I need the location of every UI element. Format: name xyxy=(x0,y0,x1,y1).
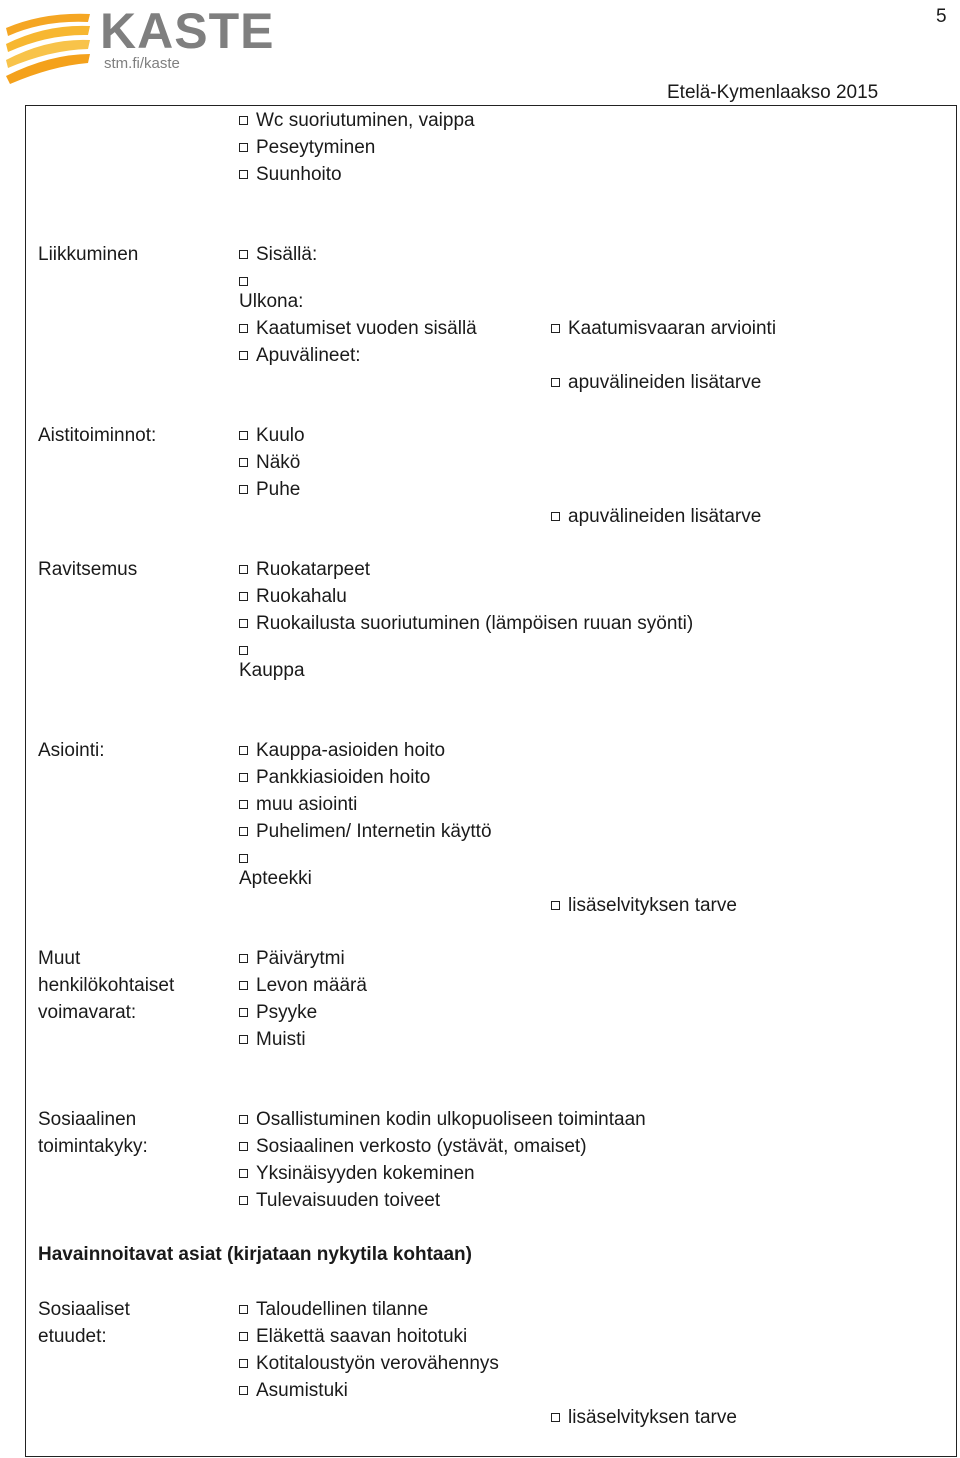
checkbox-icon[interactable] xyxy=(239,170,248,179)
checkbox-item[interactable]: Puhelimen/ Internetin käyttö xyxy=(239,821,492,843)
checkbox-item[interactable]: Sosiaalinen verkosto (ystävät, omaiset) xyxy=(239,1136,587,1158)
checkbox-icon[interactable] xyxy=(239,324,248,333)
logo-name: KASTE xyxy=(100,3,275,59)
checkbox-icon[interactable] xyxy=(239,485,248,494)
checkbox-item[interactable]: Ruokailusta suoriutuminen (lämpöisen ruuan syönti) xyxy=(239,613,693,635)
checkbox-icon[interactable] xyxy=(239,565,248,574)
section-label-voimavarat: Muut xyxy=(38,948,81,969)
checkbox-item[interactable]: Kauppa-asioiden hoito xyxy=(239,740,445,762)
section-heading: Havainnoitavat asiat (kirjataan nykytila kohtaan) xyxy=(38,1244,472,1265)
checkbox-icon[interactable] xyxy=(551,324,560,333)
checkbox-icon[interactable] xyxy=(239,143,248,152)
checkbox-icon[interactable] xyxy=(239,954,248,963)
checkbox-item[interactable]: Ruokahalu xyxy=(239,586,347,608)
checkbox-item[interactable]: lisäselvityksen tarve xyxy=(551,1407,737,1429)
checkbox-item[interactable]: Puhe xyxy=(239,479,300,501)
checkbox-icon[interactable] xyxy=(239,1008,248,1017)
checkbox-icon[interactable] xyxy=(239,250,248,259)
checkbox-item[interactable] xyxy=(239,848,256,870)
checkbox-item[interactable]: Näkö xyxy=(239,452,300,474)
checkbox-icon[interactable] xyxy=(239,1332,248,1341)
field-label: Kauppa xyxy=(239,660,305,681)
checkbox-item[interactable]: Tulevaisuuden toiveet xyxy=(239,1190,440,1212)
checkbox-item[interactable]: Taloudellinen tilanne xyxy=(239,1299,428,1321)
section-label-aistitoiminnot: Aistitoiminnot: xyxy=(38,425,157,446)
checkbox-item[interactable]: Kaatumisvaaran arviointi xyxy=(551,318,776,340)
checkbox-item[interactable]: Ruokatarpeet xyxy=(239,559,370,581)
field-label: Ulkona: xyxy=(239,291,304,312)
page-number: 5 xyxy=(936,6,947,27)
checkbox-icon[interactable] xyxy=(239,619,248,628)
checkbox-icon[interactable] xyxy=(239,1359,248,1368)
checkbox-icon[interactable] xyxy=(239,277,248,286)
checkbox-icon[interactable] xyxy=(239,773,248,782)
section-label-sosiaalinen: Sosiaalinen xyxy=(38,1109,137,1130)
checkbox-icon[interactable] xyxy=(239,981,248,990)
kaste-logo-icon xyxy=(4,8,94,86)
section-label-asiointi: Asiointi: xyxy=(38,740,105,761)
checkbox-item[interactable]: Yksinäisyyden kokeminen xyxy=(239,1163,475,1185)
checkbox-item[interactable]: Muisti xyxy=(239,1029,306,1051)
checkbox-icon[interactable] xyxy=(239,1035,248,1044)
checkbox-item[interactable]: apuvälineiden lisätarve xyxy=(551,506,761,528)
checkbox-icon[interactable] xyxy=(239,1196,248,1205)
checkbox-icon[interactable] xyxy=(551,378,560,387)
checkbox-item[interactable] xyxy=(239,640,256,662)
checkbox-icon[interactable] xyxy=(239,854,248,863)
section-label-sosiaalinen: toimintakyky: xyxy=(38,1136,148,1157)
checkbox-item[interactable]: apuvälineiden lisätarve xyxy=(551,372,761,394)
checkbox-item[interactable]: Levon määrä xyxy=(239,975,367,997)
section-label-voimavarat: henkilökohtaiset xyxy=(38,975,175,996)
checkbox-item[interactable]: Kaatumiset vuoden sisällä xyxy=(239,318,477,340)
section-label-ravitsemus: Ravitsemus xyxy=(38,559,138,580)
checkbox-icon[interactable] xyxy=(239,431,248,440)
section-label-liikkuminen: Liikkuminen xyxy=(38,244,139,265)
checkbox-item[interactable]: Psyyke xyxy=(239,1002,317,1024)
checkbox-icon[interactable] xyxy=(551,901,560,910)
checkbox-icon[interactable] xyxy=(239,351,248,360)
checkbox-item[interactable]: Apuvälineet: xyxy=(239,345,361,367)
checkbox-icon[interactable] xyxy=(239,646,248,655)
checkbox-icon[interactable] xyxy=(239,116,248,125)
checkbox-icon[interactable] xyxy=(239,1142,248,1151)
checkbox-item[interactable]: Kotitaloustyön verovähennys xyxy=(239,1353,499,1375)
logo-subtitle: stm.fi/kaste xyxy=(104,55,180,72)
checkbox-item[interactable]: Pankkiasioiden hoito xyxy=(239,767,430,789)
checkbox-icon[interactable] xyxy=(239,1169,248,1178)
checkbox-item[interactable]: Peseytyminen xyxy=(239,137,375,159)
checkbox-item[interactable]: Kuulo xyxy=(239,425,305,447)
checkbox-icon[interactable] xyxy=(551,512,560,521)
checkbox-icon[interactable] xyxy=(239,827,248,836)
checkbox-icon[interactable] xyxy=(239,592,248,601)
checkbox-item[interactable]: muu asiointi xyxy=(239,794,357,816)
checkbox-icon[interactable] xyxy=(551,1413,560,1422)
checkbox-item[interactable]: Eläkettä saavan hoitotuki xyxy=(239,1326,467,1348)
checkbox-item[interactable]: Osallistuminen kodin ulkopuoliseen toimintaan xyxy=(239,1109,646,1131)
field-label: Apteekki xyxy=(239,868,312,889)
checkbox-item[interactable] xyxy=(239,271,256,293)
section-label-etuudet: Sosiaaliset xyxy=(38,1299,130,1320)
checkbox-item[interactable]: Päivärytmi xyxy=(239,948,345,970)
checkbox-item[interactable]: lisäselvityksen tarve xyxy=(551,895,737,917)
checkbox-icon[interactable] xyxy=(239,458,248,467)
header-region-year: Etelä-Kymenlaakso 2015 xyxy=(667,82,879,103)
checkbox-icon[interactable] xyxy=(239,1386,248,1395)
section-label-etuudet: etuudet: xyxy=(38,1326,107,1347)
checkbox-icon[interactable] xyxy=(239,1305,248,1314)
checkbox-icon[interactable] xyxy=(239,746,248,755)
checkbox-icon[interactable] xyxy=(239,1115,248,1124)
checkbox-item[interactable]: Asumistuki xyxy=(239,1380,348,1402)
section-label-voimavarat: voimavarat: xyxy=(38,1002,137,1023)
checkbox-item[interactable]: Sisällä: xyxy=(239,244,317,266)
checkbox-item[interactable]: Wc suoriutuminen, vaippa xyxy=(239,110,475,132)
checkbox-item[interactable]: Suunhoito xyxy=(239,164,342,186)
checkbox-icon[interactable] xyxy=(239,800,248,809)
